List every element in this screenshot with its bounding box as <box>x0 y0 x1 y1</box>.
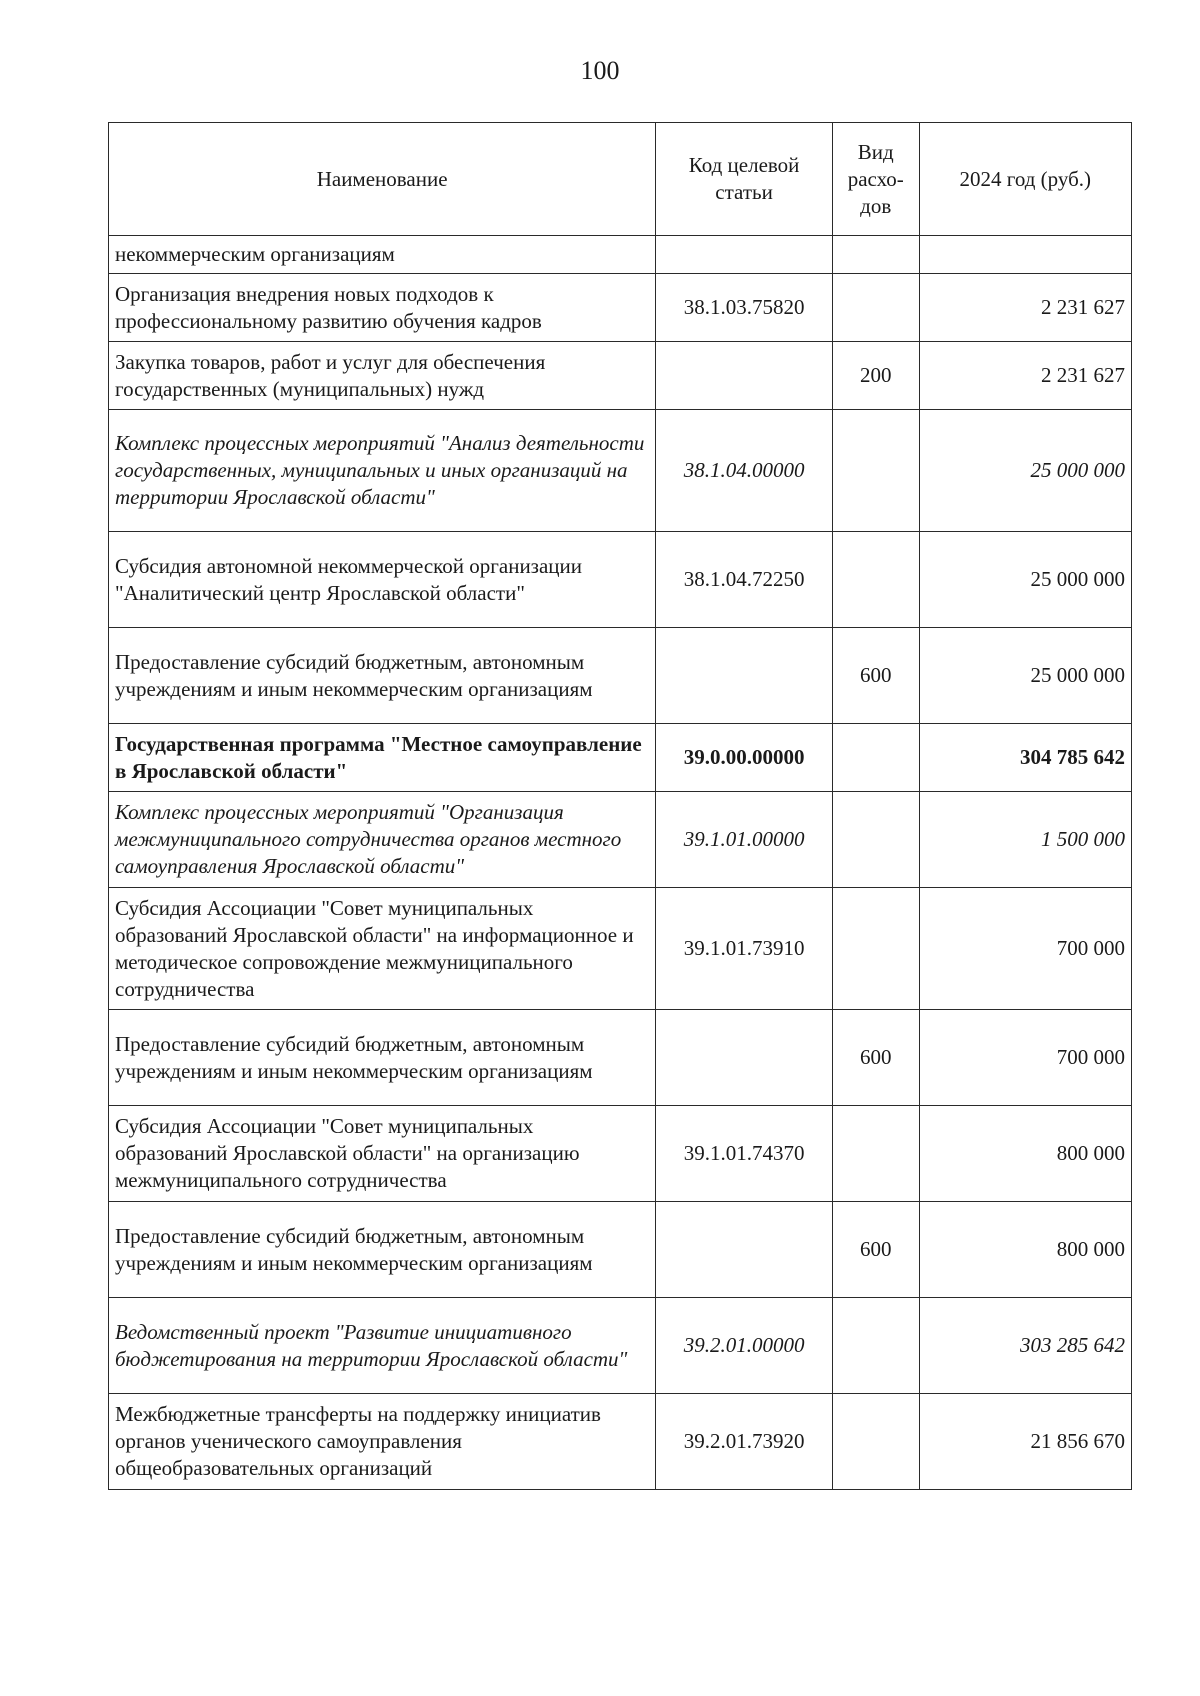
table-row <box>109 724 1132 792</box>
row-amount-cell: 2 231 627 <box>919 342 1131 410</box>
row-code-cell <box>656 1202 833 1298</box>
row-name-cell: Субсидия Ассоциации "Совет муниципальных образований Ярославской области" на организацию межмуниципального сотрудничества <box>109 1106 656 1202</box>
row-name-cell: Предоставление субсидий бюджетным, автономным учреждениям и иным некоммерческим организациям <box>109 1202 656 1298</box>
table-row <box>109 1394 1132 1490</box>
row-code-cell: 38.1.03.75820 <box>656 274 833 342</box>
row-name-cell: Предоставление субсидий бюджетным, автономным учреждениям и иным некоммерческим организациям <box>109 628 656 724</box>
table-row <box>109 1106 1132 1202</box>
table-header-row <box>109 123 1132 236</box>
row-kind-cell <box>832 410 919 532</box>
row-code-cell: 39.1.01.00000 <box>656 792 833 888</box>
table-row <box>109 342 1132 410</box>
row-kind-cell <box>832 888 919 1010</box>
table-row <box>109 1298 1132 1394</box>
header-name: Наименование <box>109 123 656 236</box>
row-amount-cell: 2 231 627 <box>919 274 1131 342</box>
table-row <box>109 792 1132 888</box>
row-name-cell: Субсидия автономной некоммерческой организации "Аналитический центр Ярославской области" <box>109 532 656 628</box>
row-amount-cell: 21 856 670 <box>919 1394 1131 1490</box>
row-kind-cell: 200 <box>832 342 919 410</box>
row-code-cell: 38.1.04.00000 <box>656 410 833 532</box>
header-kind: Вид расхо-дов <box>832 123 919 236</box>
row-code-cell <box>656 1010 833 1106</box>
row-name-cell: Межбюджетные трансферты на поддержку инициатив органов ученического самоуправления общеобразовательных организаций <box>109 1394 656 1490</box>
row-name-cell: Предоставление субсидий бюджетным, автономным учреждениям и иным некоммерческим организациям <box>109 1010 656 1106</box>
row-code-cell: 39.2.01.00000 <box>656 1298 833 1394</box>
header-code: Код целевой статьи <box>656 123 833 236</box>
table-row <box>109 236 1132 274</box>
row-name-cell: Комплекс процессных мероприятий "Организация межмуниципального сотрудничества органов местного самоуправления Ярославской области" <box>109 792 656 888</box>
row-kind-cell <box>832 1106 919 1202</box>
row-code-cell: 38.1.04.72250 <box>656 532 833 628</box>
row-name-cell: Комплекс процессных мероприятий "Анализ деятельности государственных, муниципальных и иных организаций на территории Ярославской области" <box>109 410 656 532</box>
row-kind-cell: 600 <box>832 628 919 724</box>
header-amount: 2024 год (руб.) <box>919 123 1131 236</box>
row-amount-cell: 700 000 <box>919 888 1131 1010</box>
row-code-cell: 39.1.01.74370 <box>656 1106 833 1202</box>
row-amount-cell: 303 285 642 <box>919 1298 1131 1394</box>
row-kind-cell <box>832 236 919 274</box>
row-name-cell: некоммерческим организациям <box>109 236 656 274</box>
row-amount-cell <box>919 236 1131 274</box>
row-code-cell: 39.2.01.73920 <box>656 1394 833 1490</box>
row-amount-cell: 304 785 642 <box>919 724 1131 792</box>
row-kind-cell <box>832 274 919 342</box>
row-name-cell: Ведомственный проект "Развитие инициативного бюджетирования на территории Ярославской области" <box>109 1298 656 1394</box>
row-amount-cell: 25 000 000 <box>919 532 1131 628</box>
row-amount-cell: 25 000 000 <box>919 628 1131 724</box>
table-row <box>109 410 1132 532</box>
table-row <box>109 1010 1132 1106</box>
row-name-cell: Субсидия Ассоциации "Совет муниципальных образований Ярославской области" на информационное и методическое сопровождение межмуниципального сотрудничества <box>109 888 656 1010</box>
table-body <box>109 236 1132 1490</box>
row-kind-cell: 600 <box>832 1010 919 1106</box>
row-kind-cell: 600 <box>832 1202 919 1298</box>
row-kind-cell <box>832 1394 919 1490</box>
table-row <box>109 532 1132 628</box>
row-name-cell: Закупка товаров, работ и услуг для обеспечения государственных (муниципальных) нужд <box>109 342 656 410</box>
row-kind-cell <box>832 792 919 888</box>
row-code-cell: 39.0.00.00000 <box>656 724 833 792</box>
row-amount-cell: 700 000 <box>919 1010 1131 1106</box>
row-code-cell <box>656 342 833 410</box>
row-code-cell <box>656 236 833 274</box>
budget-table <box>108 122 1132 1490</box>
row-code-cell: 39.1.01.73910 <box>656 888 833 1010</box>
table-row <box>109 274 1132 342</box>
row-name-cell: Государственная программа "Местное самоуправление в Ярославской области" <box>109 724 656 792</box>
row-kind-cell <box>832 724 919 792</box>
row-amount-cell: 1 500 000 <box>919 792 1131 888</box>
row-kind-cell <box>832 1298 919 1394</box>
table-row <box>109 1202 1132 1298</box>
table-row <box>109 888 1132 1010</box>
table-row <box>109 628 1132 724</box>
row-name-cell: Организация внедрения новых подходов к профессиональному развитию обучения кадров <box>109 274 656 342</box>
row-amount-cell: 800 000 <box>919 1106 1131 1202</box>
row-amount-cell: 25 000 000 <box>919 410 1131 532</box>
row-code-cell <box>656 628 833 724</box>
page-number: 100 <box>580 56 620 85</box>
row-amount-cell: 800 000 <box>919 1202 1131 1298</box>
row-kind-cell <box>832 532 919 628</box>
